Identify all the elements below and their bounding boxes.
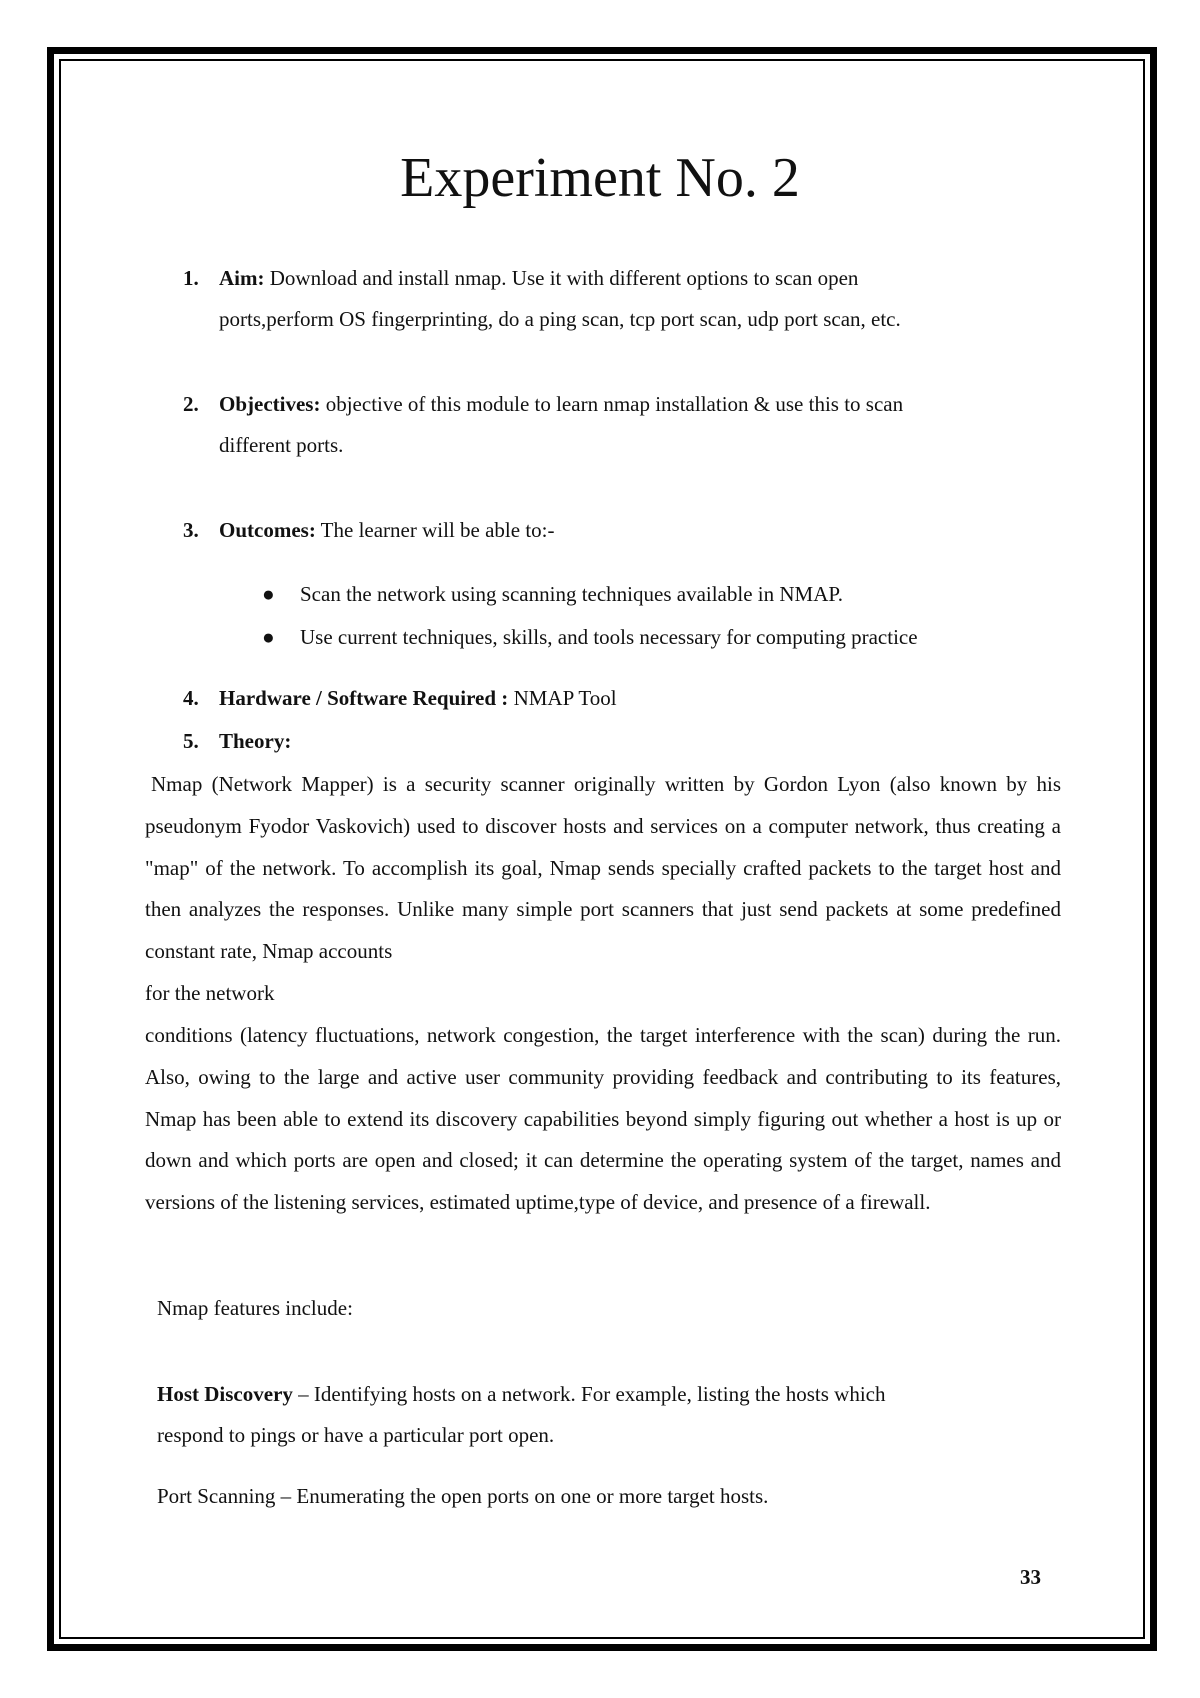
theory-heading: [219, 721, 291, 761]
aim-label: Aim:: [219, 266, 265, 290]
outcome-bullet-1: Scan the network using scanning techniques available in NMAP.: [300, 582, 843, 606]
hardware-label: Hardware / Software Required :: [219, 686, 509, 710]
theory-paragraph-1-last-line: for the network: [145, 981, 275, 1005]
objectives-line-2: different ports.: [219, 433, 344, 457]
hardware-text: NMAP Tool: [508, 686, 617, 710]
hardware-line: [219, 678, 617, 718]
item-number-objectives: 2.: [183, 392, 199, 416]
host-discovery-line-2: respond to pings or have a particular port open.: [157, 1423, 555, 1447]
objectives-text: objective of this module to learn nmap installation & use this to scan: [320, 392, 904, 416]
item-number-hardware: 4.: [183, 686, 199, 710]
page-number: 33: [1020, 1565, 1041, 1589]
outcomes-label: Outcomes:: [219, 518, 316, 542]
host-discovery-line-1: [157, 1374, 885, 1414]
outcomes-text: The learner will be able to:-: [315, 518, 555, 542]
objectives-label: Objectives:: [219, 392, 321, 416]
theory-paragraph-1: Nmap (Network Mapper) is a security scanner originally written by Gordon Lyon (also known by his pseudonym Fyodor Vaskovich) used to discover hosts and services on a computer network, thus creating a "map" of the network. To accomplish its goal, Nmap sends specially crafted packets to the target host and then analyzes the responses. Unlike many simple port scanners that just send packets at some predefined constant rate, Nmap accounts: [145, 772, 1061, 964]
item-number-theory: 5.: [183, 729, 199, 753]
outcomes-line: [219, 510, 555, 550]
page-title: Experiment No. 2: [400, 147, 800, 209]
bullet-icon: ●: [262, 582, 275, 606]
objectives-line-1: [219, 384, 903, 424]
theory-label: Theory:: [219, 729, 292, 753]
theory-paragraph-2: conditions (latency fluctuations, network congestion, the target interference with the scan) during the run. Also, owing to the large and active user community providing feedback and contributing to its features, Nmap has been able to extend its discovery capabilities beyond simply figuring out whether a host is up or down and which ports are open and closed; it can determine the operating system of the target, names and versions of the listening services, estimated uptime,type of device, and presence of a firewall.: [145, 1023, 1061, 1215]
host-discovery-text: – Identifying hosts on a network. For example, listing the hosts which: [292, 1382, 886, 1406]
bullet-icon: ●: [262, 625, 275, 649]
port-scanning-line: Port Scanning – Enumerating the open ports on one or more target hosts.: [157, 1484, 769, 1508]
item-number-outcomes: 3.: [183, 518, 199, 542]
aim-line-1: [219, 258, 858, 298]
host-discovery-label: Host Discovery: [157, 1382, 293, 1406]
item-number-aim: 1.: [183, 266, 199, 290]
aim-line-2: ports,perform OS fingerprinting, do a ping scan, tcp port scan, udp port scan, etc.: [219, 307, 901, 331]
outcome-bullet-2: Use current techniques, skills, and tools necessary for computing practice: [300, 625, 918, 649]
aim-text: Download and install nmap. Use it with different options to scan open: [264, 266, 859, 290]
features-intro: Nmap features include:: [157, 1296, 353, 1320]
